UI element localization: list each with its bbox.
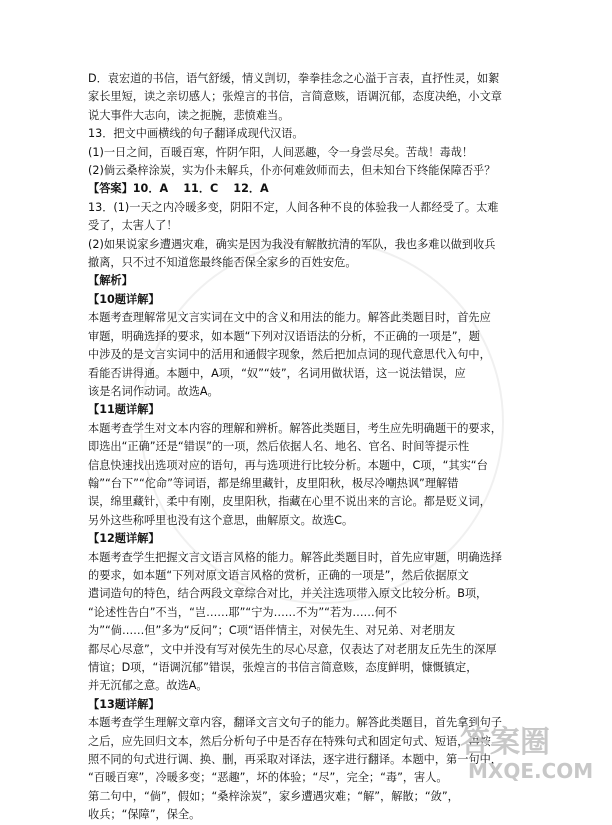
logo-url: MXQE.COM <box>468 759 594 783</box>
option-d-line: D．袁宏道的书信，语气舒缓，情义剀切，拳拳挂念之心溢于言表，直抒性灵，如絮 <box>88 72 500 85</box>
q13-text: “百暖百寒”，冷暖多变；“恶趣”，坏的体验；“尽”，完全；“毒”，害人。 <box>88 771 448 785</box>
q11-text: 即选出“正确”还是“错误”的一项，然后依据人名、地名、官名、时间等提示性 <box>88 440 470 454</box>
logo-svg <box>452 716 602 786</box>
q13-text: 收兵；“保障”，保全。 <box>88 808 201 822</box>
q11-text: 另外这些称呼里也没有这个意思，曲解原文。故选C。 <box>88 513 354 527</box>
q12-text: 情谊；D项，“语调沉郁”错误，张煌言的书信言简意赅，态度鲜明，慷慨镇定， <box>88 661 478 674</box>
q13-heading: 【13题详解】 <box>88 697 160 711</box>
q10-text: 本题考查理解常见文言实词在文中的含义和用法的能力。解答此类题目时，首先应 <box>88 311 491 325</box>
answer-13-line: 受了，太害人了！ <box>88 219 178 233</box>
q10-text: 该是名词作动词。故选A。 <box>88 384 219 398</box>
q12-text: 都尽心尽意”，文中并没有写对侯先生的尽心尽意，仅表达了对老朋友丘先生的深厚 <box>88 642 497 656</box>
q13-text: 照不同的句式进行调、换、删，再采取对译法，逐字进行翻译。本题中，第一句中， <box>88 753 502 767</box>
q12-text: 本题考查学生把握文言文语言风格的能力。解答此类题目时，首先应审题，明确选择 <box>88 550 502 564</box>
question-13-prompt: 13．把文中画横线的句子翻译成现代汉语。 <box>88 127 304 141</box>
answer-13-line: 撤离，只不过不知道您最终能否保全家乡的百姓安危。 <box>88 256 357 270</box>
q12-text: 为”“倘……但”多为“反问”；C项“语伴情主，对侯先生、对兄弟、对老朋友 <box>88 624 456 638</box>
question-13-sentence-1: (1)一日之间，百暖百寒，忤阴乍阳，人间恶趣，令一身尝尽矣。苦哉！毒哉！ <box>88 145 474 159</box>
q11-text: 本题考查学生对文本内容的理解和辨析。解答此类题目，考生应先明确题干的要求， <box>88 421 502 435</box>
q13-text: 之后，应先回归文本，然后分析句子中是否存在特殊句式和固定句式、短语，再按 <box>88 734 491 748</box>
answer-13-line: 13．(1)一天之内冷暖多变，阴阳不定，人间各种不良的体验我一人都经受了。太难 <box>88 200 499 214</box>
q11-text: 信息快速找出选项对应的语句，再与选项进行比较分析。本题中，C项，“其实“台 <box>88 458 488 472</box>
logo-title: 答案圈 <box>460 725 550 760</box>
q11-text: 翰”“台下”“佗命”等词语，都是绵里藏针，皮里阳秋，极尽冷嘲热讽”理解错 <box>88 476 459 490</box>
answer-13-line: (2)如果说家乡遭遇灾难，确实是因为我没有解散抗清的军队，我也多难以做到收兵 <box>88 237 496 251</box>
answer-line: 【答案】10．A 11．C 12．A <box>88 182 269 196</box>
q11-heading: 【11题详解】 <box>88 403 160 417</box>
document-body <box>88 70 528 825</box>
q10-heading: 【10题详解】 <box>88 292 160 306</box>
q10-text: 审题，明确选择的要求，如本题“下列对汉语语法的分析，不正确的一项是”，题 <box>88 329 480 343</box>
q12-text: 遣词造句的特色，结合两段文章综合对比，并关注选项带入原文比较分析。B项， <box>88 587 488 601</box>
q10-text: 中涉及的是文言实词中的活用和通假字现象，然后把加点词的现代意思代入句中， <box>88 348 491 362</box>
analysis-heading: 【解析】 <box>88 274 133 288</box>
option-d-line: 家长里短，读之亲切感人；张煌言的书信，言简意赅，语调沉郁，态度决绝，小文章 <box>88 90 502 104</box>
option-d-line: 说大事件大志向，读之扼腕，悲愤难当。 <box>88 108 290 122</box>
q12-heading: 【12题详解】 <box>88 532 160 546</box>
q13-text: 第二句中，“倘”，假如；“桑梓涂炭”，家乡遭遇灾难；“解”，解散；“敛”， <box>88 789 459 803</box>
q12-text: “论述性告白”不当，“岂……耶”“宁为……不为”“若为……何不 <box>88 605 398 619</box>
q13-text: 本题考查学生理解文章内容，翻译文言文句子的能力。解答此类题目，首先拿到句子 <box>88 716 502 730</box>
q12-text: 并无沉郁之意。故选A。 <box>88 679 208 693</box>
q12-text: 的要求，如本题“下列对原文语言风格的赏析，正确的一项是”，然后依据原文 <box>88 568 469 582</box>
q10-text: 看能否讲得通。本题中，A项，“奴”“妓”，名词用做状语，这一说法错误，应 <box>88 366 466 380</box>
question-13-sentence-2: (2)倘云桑梓涂炭，实为仆未解兵，仆亦何难敛师而去，但未知台下终能保障否乎？ <box>88 164 496 178</box>
q11-text: 误，绵里藏针，柔中有刚，皮里阳秋，指藏在心里不说出来的言论。都是贬义词， <box>88 495 491 509</box>
watermark-logo <box>452 716 602 786</box>
